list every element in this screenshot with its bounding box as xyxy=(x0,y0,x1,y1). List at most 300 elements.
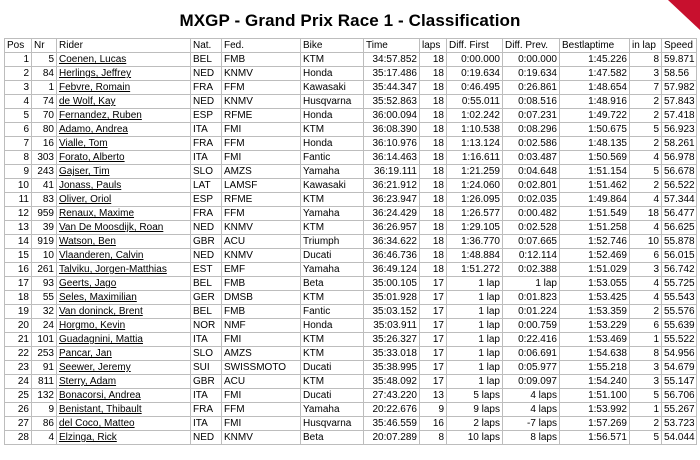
laps-cell: 18 xyxy=(420,249,447,263)
bestlaptime-cell: 1:54.638 xyxy=(560,347,630,361)
fed-cell: FFM xyxy=(222,137,301,151)
laps-cell: 17 xyxy=(420,319,447,333)
nat-cell: ITA xyxy=(191,151,222,165)
nat-cell: NED xyxy=(191,221,222,235)
rider-link[interactable]: del Coco, Matteo xyxy=(59,418,135,429)
diff-prev-cell: 0:01.224 xyxy=(503,305,560,319)
speed-cell: 55.576 xyxy=(662,305,697,319)
col-header-diff-first[interactable]: Diff. First xyxy=(447,39,503,53)
rider-name xyxy=(57,81,191,95)
rider-name xyxy=(57,403,191,417)
laps-cell: 18 xyxy=(420,165,447,179)
bike-cell: Beta xyxy=(301,431,364,445)
table-row xyxy=(5,207,697,221)
col-header-nr[interactable]: Nr xyxy=(32,39,57,53)
diff-prev-cell: 0:26.861 xyxy=(503,81,560,95)
rider-name xyxy=(57,67,191,81)
rider-name xyxy=(57,375,191,389)
bike-cell: Honda xyxy=(301,137,364,151)
number-cell: 132 xyxy=(32,389,57,403)
in-lap-cell: 3 xyxy=(630,375,662,389)
rider-name xyxy=(57,263,191,277)
col-header-laps[interactable]: laps xyxy=(420,39,447,53)
col-header-in-lap[interactable]: in lap xyxy=(630,39,662,53)
bestlaptime-cell: 1:52.469 xyxy=(560,249,630,263)
nat-cell: FRA xyxy=(191,137,222,151)
laps-cell: 18 xyxy=(420,67,447,81)
in-lap-cell: 5 xyxy=(630,123,662,137)
diff-prev-cell: 0:07.231 xyxy=(503,109,560,123)
bike-cell: Beta xyxy=(301,277,364,291)
number-cell: 243 xyxy=(32,165,57,179)
laps-cell: 18 xyxy=(420,179,447,193)
speed-cell: 56.742 xyxy=(662,263,697,277)
diff-prev-cell: 0:02.586 xyxy=(503,137,560,151)
rider-link[interactable]: Vlaanderen, Calvin xyxy=(59,250,144,261)
fed-cell: FMI xyxy=(222,417,301,431)
speed-cell: 55.522 xyxy=(662,333,697,347)
diff-first-cell: 1:26.577 xyxy=(447,207,503,221)
number-cell: 959 xyxy=(32,207,57,221)
col-header-pos[interactable]: Pos xyxy=(5,39,32,53)
fed-cell: SWISSMOTO xyxy=(222,361,301,375)
rider-link[interactable]: Oliver, Oriol xyxy=(59,194,112,205)
diff-prev-cell: 0:04.648 xyxy=(503,165,560,179)
in-lap-cell: 5 xyxy=(630,431,662,445)
table-row xyxy=(5,417,697,431)
pos-cell: 28 xyxy=(5,431,32,445)
laps-cell: 18 xyxy=(420,193,447,207)
diff-first-cell: 0:46.495 xyxy=(447,81,503,95)
nat-cell: GER xyxy=(191,291,222,305)
nat-cell: NOR xyxy=(191,319,222,333)
bestlaptime-cell: 1:50.569 xyxy=(560,151,630,165)
speed-cell: 55.267 xyxy=(662,403,697,417)
time-cell: 35:00.105 xyxy=(364,277,420,291)
number-cell: 55 xyxy=(32,291,57,305)
diff-first-cell: 1 lap xyxy=(447,305,503,319)
pos-cell: 9 xyxy=(5,165,32,179)
diff-first-cell: 1:26.095 xyxy=(447,193,503,207)
table-row xyxy=(5,221,697,235)
in-lap-cell: 5 xyxy=(630,165,662,179)
time-cell: 36:26.957 xyxy=(364,221,420,235)
diff-first-cell: 1:29.105 xyxy=(447,221,503,235)
diff-first-cell: 1:21.259 xyxy=(447,165,503,179)
rider-link[interactable]: Geerts, Jago xyxy=(59,278,117,289)
laps-cell: 17 xyxy=(420,333,447,347)
in-lap-cell: 1 xyxy=(630,403,662,417)
diff-first-cell: 1 lap xyxy=(447,361,503,375)
time-cell: 20:07.289 xyxy=(364,431,420,445)
speed-cell: 55.639 xyxy=(662,319,697,333)
table-row xyxy=(5,305,697,319)
bike-cell: KTM xyxy=(301,193,364,207)
pos-cell: 10 xyxy=(5,179,32,193)
time-cell: 36:19.111 xyxy=(364,165,420,179)
fed-cell: FFM xyxy=(222,207,301,221)
col-header-bike[interactable]: Bike xyxy=(301,39,364,53)
diff-first-cell: 0:19.634 xyxy=(447,67,503,81)
diff-first-cell: 1:48.884 xyxy=(447,249,503,263)
pos-cell: 5 xyxy=(5,109,32,123)
in-lap-cell: 4 xyxy=(630,277,662,291)
rider-link[interactable]: Fernandez, Ruben xyxy=(59,110,142,121)
diff-prev-cell: 0:03.487 xyxy=(503,151,560,165)
rider-name xyxy=(57,347,191,361)
fed-cell: RFME xyxy=(222,193,301,207)
pos-cell: 11 xyxy=(5,193,32,207)
rider-link[interactable]: Bonacorsi, Andrea xyxy=(59,390,141,401)
bestlaptime-cell: 1:50.675 xyxy=(560,123,630,137)
nat-cell: BEL xyxy=(191,305,222,319)
laps-cell: 17 xyxy=(420,291,447,305)
number-cell: 10 xyxy=(32,249,57,263)
speed-cell: 55.878 xyxy=(662,235,697,249)
fed-cell: AMZS xyxy=(222,347,301,361)
pos-cell: 15 xyxy=(5,249,32,263)
bike-cell: Fantic xyxy=(301,151,364,165)
nat-cell: ITA xyxy=(191,417,222,431)
col-header-nat[interactable]: Nat. xyxy=(191,39,222,53)
number-cell: 9 xyxy=(32,403,57,417)
diff-first-cell: 1 lap xyxy=(447,375,503,389)
time-cell: 36:10.976 xyxy=(364,137,420,151)
table-row xyxy=(5,123,697,137)
rider-link[interactable]: Sterry, Adam xyxy=(59,376,117,387)
rider-name xyxy=(57,305,191,319)
rider-link[interactable]: Seewer, Jeremy xyxy=(59,362,131,373)
rider-link[interactable]: Renaux, Maxime xyxy=(59,208,135,219)
in-lap-cell: 3 xyxy=(630,67,662,81)
time-cell: 35:01.928 xyxy=(364,291,420,305)
number-cell: 261 xyxy=(32,263,57,277)
pos-cell: 13 xyxy=(5,221,32,235)
table-row xyxy=(5,67,697,81)
number-cell: 41 xyxy=(32,179,57,193)
nat-cell: NED xyxy=(191,95,222,109)
diff-prev-cell: 0:06.691 xyxy=(503,347,560,361)
laps-cell: 18 xyxy=(420,137,447,151)
bestlaptime-cell: 1:51.462 xyxy=(560,179,630,193)
pos-cell: 26 xyxy=(5,403,32,417)
fed-cell: ACU xyxy=(222,375,301,389)
col-header-rider[interactable]: Rider xyxy=(57,39,191,53)
in-lap-cell: 2 xyxy=(630,305,662,319)
in-lap-cell: 8 xyxy=(630,347,662,361)
diff-prev-cell: 0:00.759 xyxy=(503,319,560,333)
nat-cell: LAT xyxy=(191,179,222,193)
rider-name xyxy=(57,235,191,249)
rider-link[interactable]: Horgmo, Kevin xyxy=(59,320,126,331)
time-cell: 35:33.018 xyxy=(364,347,420,361)
number-cell: 303 xyxy=(32,151,57,165)
pos-cell: 1 xyxy=(5,53,32,67)
bestlaptime-cell: 1:48.654 xyxy=(560,81,630,95)
time-cell: 36:23.947 xyxy=(364,193,420,207)
laps-cell: 17 xyxy=(420,305,447,319)
fed-cell: FMB xyxy=(222,277,301,291)
rider-name xyxy=(57,361,191,375)
nat-cell: FRA xyxy=(191,81,222,95)
bike-cell: Yamaha xyxy=(301,263,364,277)
rider-link[interactable]: Jonass, Pauls xyxy=(59,180,122,191)
diff-first-cell: 1 lap xyxy=(447,347,503,361)
rider-link[interactable]: Vialle, Tom xyxy=(59,138,108,149)
rider-link[interactable]: Febvre, Romain xyxy=(59,82,131,93)
rider-link[interactable]: Coenen, Lucas xyxy=(59,54,127,65)
rider-name xyxy=(57,221,191,235)
fed-cell: FFM xyxy=(222,81,301,95)
bike-cell: Ducati xyxy=(301,249,364,263)
pos-cell: 2 xyxy=(5,67,32,81)
laps-cell: 9 xyxy=(420,403,447,417)
pos-cell: 7 xyxy=(5,137,32,151)
col-header-fed[interactable]: Fed. xyxy=(222,39,301,53)
bike-cell: Husqvarna xyxy=(301,95,364,109)
time-cell: 36:21.912 xyxy=(364,179,420,193)
nat-cell: NED xyxy=(191,431,222,445)
number-cell: 39 xyxy=(32,221,57,235)
rider-name xyxy=(57,249,191,263)
rider-link[interactable]: Benistant, Thibault xyxy=(59,404,142,415)
pos-cell: 19 xyxy=(5,305,32,319)
diff-prev-cell: 1 lap xyxy=(503,277,560,291)
diff-first-cell: 1:13.124 xyxy=(447,137,503,151)
rider-link[interactable]: Adamo, Andrea xyxy=(59,124,128,135)
table-row xyxy=(5,403,697,417)
laps-cell: 18 xyxy=(420,263,447,277)
fed-cell: KNMV xyxy=(222,95,301,109)
number-cell: 811 xyxy=(32,375,57,389)
bestlaptime-cell: 1:49.864 xyxy=(560,193,630,207)
in-lap-cell: 4 xyxy=(630,291,662,305)
speed-cell: 57.344 xyxy=(662,193,697,207)
speed-cell: 58.261 xyxy=(662,137,697,151)
pos-cell: 3 xyxy=(5,81,32,95)
speed-cell: 58.56 xyxy=(662,67,697,81)
diff-first-cell: 0:00.000 xyxy=(447,53,503,67)
diff-prev-cell: 0:12.114 xyxy=(503,249,560,263)
bike-cell: Ducati xyxy=(301,361,364,375)
time-cell: 27:43.220 xyxy=(364,389,420,403)
bestlaptime-cell: 1:51.154 xyxy=(560,165,630,179)
diff-prev-cell: 0:02.388 xyxy=(503,263,560,277)
bestlaptime-cell: 1:49.722 xyxy=(560,109,630,123)
table-row xyxy=(5,333,697,347)
speed-cell: 56.923 xyxy=(662,123,697,137)
rider-link[interactable]: Seles, Maximilian xyxy=(59,292,137,303)
diff-first-cell: 1 lap xyxy=(447,319,503,333)
speed-cell: 53.723 xyxy=(662,417,697,431)
in-lap-cell: 7 xyxy=(630,81,662,95)
fed-cell: FMB xyxy=(222,305,301,319)
bestlaptime-cell: 1:48.135 xyxy=(560,137,630,151)
rider-link[interactable]: Herlings, Jeffrey xyxy=(59,68,132,79)
number-cell: 5 xyxy=(32,53,57,67)
table-row xyxy=(5,319,697,333)
number-cell: 24 xyxy=(32,319,57,333)
rider-name xyxy=(57,165,191,179)
number-cell: 86 xyxy=(32,417,57,431)
speed-cell: 54.679 xyxy=(662,361,697,375)
in-lap-cell: 2 xyxy=(630,417,662,431)
in-lap-cell: 2 xyxy=(630,109,662,123)
diff-prev-cell: 0:05.977 xyxy=(503,361,560,375)
bestlaptime-cell: 1:53.055 xyxy=(560,277,630,291)
time-cell: 34:57.852 xyxy=(364,53,420,67)
pos-cell: 24 xyxy=(5,375,32,389)
pos-cell: 6 xyxy=(5,123,32,137)
time-cell: 36:00.094 xyxy=(364,109,420,123)
laps-cell: 18 xyxy=(420,95,447,109)
number-cell: 1 xyxy=(32,81,57,95)
rider-name xyxy=(57,109,191,123)
rider-link[interactable]: Elzinga, Rick xyxy=(59,432,117,443)
laps-cell: 17 xyxy=(420,347,447,361)
table-row xyxy=(5,347,697,361)
in-lap-cell: 10 xyxy=(630,235,662,249)
bike-cell: Ducati xyxy=(301,389,364,403)
rider-link[interactable]: Watson, Ben xyxy=(59,236,116,247)
number-cell: 84 xyxy=(32,67,57,81)
pos-cell: 27 xyxy=(5,417,32,431)
rider-name xyxy=(57,319,191,333)
fed-cell: FFM xyxy=(222,403,301,417)
laps-cell: 17 xyxy=(420,361,447,375)
speed-cell: 57.843 xyxy=(662,95,697,109)
rider-link[interactable]: Van doninck, Brent xyxy=(59,306,143,317)
diff-first-cell: 1 lap xyxy=(447,277,503,291)
speed-cell: 57.418 xyxy=(662,109,697,123)
rider-name xyxy=(57,277,191,291)
bestlaptime-cell: 1:51.029 xyxy=(560,263,630,277)
bestlaptime-cell: 1:52.746 xyxy=(560,235,630,249)
time-cell: 35:26.327 xyxy=(364,333,420,347)
time-cell: 36:34.622 xyxy=(364,235,420,249)
classification-table xyxy=(4,38,697,445)
table-row xyxy=(5,389,697,403)
in-lap-cell: 4 xyxy=(630,193,662,207)
time-cell: 36:24.429 xyxy=(364,207,420,221)
rider-name xyxy=(57,137,191,151)
nat-cell: ITA xyxy=(191,333,222,347)
pos-cell: 25 xyxy=(5,389,32,403)
speed-cell: 55.725 xyxy=(662,277,697,291)
number-cell: 91 xyxy=(32,361,57,375)
diff-first-cell: 1 lap xyxy=(447,291,503,305)
nat-cell: SLO xyxy=(191,347,222,361)
time-cell: 36:08.390 xyxy=(364,123,420,137)
bike-cell: KTM xyxy=(301,333,364,347)
diff-first-cell: 9 laps xyxy=(447,403,503,417)
col-header-time[interactable]: Time xyxy=(364,39,420,53)
nat-cell: GBR xyxy=(191,375,222,389)
pos-cell: 17 xyxy=(5,277,32,291)
rider-name xyxy=(57,123,191,137)
diff-prev-cell: 8 laps xyxy=(503,431,560,445)
table-row xyxy=(5,375,697,389)
diff-first-cell: 1:24.060 xyxy=(447,179,503,193)
rider-link[interactable]: Pancar, Jan xyxy=(59,348,112,359)
time-cell: 35:03.152 xyxy=(364,305,420,319)
rider-link[interactable]: Guadagnini, Mattia xyxy=(59,334,143,345)
rider-link[interactable]: Van De Moosdijk, Roan xyxy=(59,222,164,233)
rider-link[interactable]: Gajser, Tim xyxy=(59,166,110,177)
bestlaptime-cell: 1:51.549 xyxy=(560,207,630,221)
fed-cell: KNMV xyxy=(222,67,301,81)
speed-cell: 54.044 xyxy=(662,431,697,445)
time-cell: 35:38.995 xyxy=(364,361,420,375)
table-row xyxy=(5,263,697,277)
diff-prev-cell: 0:09.097 xyxy=(503,375,560,389)
rider-name xyxy=(57,193,191,207)
time-cell: 35:46.559 xyxy=(364,417,420,431)
table-row xyxy=(5,81,697,95)
in-lap-cell: 4 xyxy=(630,221,662,235)
rider-name xyxy=(57,179,191,193)
rider-name xyxy=(57,333,191,347)
bike-cell: Kawasaki xyxy=(301,81,364,95)
laps-cell: 8 xyxy=(420,431,447,445)
col-header-diff-prev[interactable]: Diff. Prev. xyxy=(503,39,560,53)
bestlaptime-cell: 1:55.218 xyxy=(560,361,630,375)
number-cell: 80 xyxy=(32,123,57,137)
diff-prev-cell: 0:02.035 xyxy=(503,193,560,207)
rider-link[interactable]: de Wolf, Kay xyxy=(59,96,116,107)
nat-cell: GBR xyxy=(191,235,222,249)
diff-prev-cell: 0:02.801 xyxy=(503,179,560,193)
header-row xyxy=(5,39,697,53)
speed-cell: 55.147 xyxy=(662,375,697,389)
bike-cell: Yamaha xyxy=(301,403,364,417)
fed-cell: FMI xyxy=(222,389,301,403)
fed-cell: KNMV xyxy=(222,431,301,445)
speed-cell: 56.625 xyxy=(662,221,697,235)
in-lap-cell: 2 xyxy=(630,95,662,109)
col-header-speed[interactable]: Speed xyxy=(662,39,697,53)
table-row xyxy=(5,179,697,193)
fed-cell: ACU xyxy=(222,235,301,249)
speed-cell: 56.678 xyxy=(662,165,697,179)
nat-cell: NED xyxy=(191,67,222,81)
bike-cell: Husqvarna xyxy=(301,417,364,431)
rider-link[interactable]: Forato, Alberto xyxy=(59,152,125,163)
col-header-bestlaptime[interactable]: Bestlaptime xyxy=(560,39,630,53)
number-cell: 74 xyxy=(32,95,57,109)
rider-name xyxy=(57,53,191,67)
rider-link[interactable]: Talviku, Jorgen-Matthias xyxy=(59,264,167,275)
bike-cell: Honda xyxy=(301,319,364,333)
in-lap-cell: 3 xyxy=(630,361,662,375)
rider-name xyxy=(57,291,191,305)
diff-prev-cell: 0:00.000 xyxy=(503,53,560,67)
nat-cell: ESP xyxy=(191,193,222,207)
table-row xyxy=(5,53,697,67)
fed-cell: FMI xyxy=(222,151,301,165)
in-lap-cell: 18 xyxy=(630,207,662,221)
table-row xyxy=(5,235,697,249)
laps-cell: 17 xyxy=(420,375,447,389)
bestlaptime-cell: 1:54.240 xyxy=(560,375,630,389)
nat-cell: BEL xyxy=(191,277,222,291)
diff-prev-cell: -7 laps xyxy=(503,417,560,431)
in-lap-cell: 1 xyxy=(630,333,662,347)
diff-prev-cell: 0:02.528 xyxy=(503,221,560,235)
diff-prev-cell: 0:22.416 xyxy=(503,333,560,347)
laps-cell: 18 xyxy=(420,109,447,123)
table-row xyxy=(5,249,697,263)
